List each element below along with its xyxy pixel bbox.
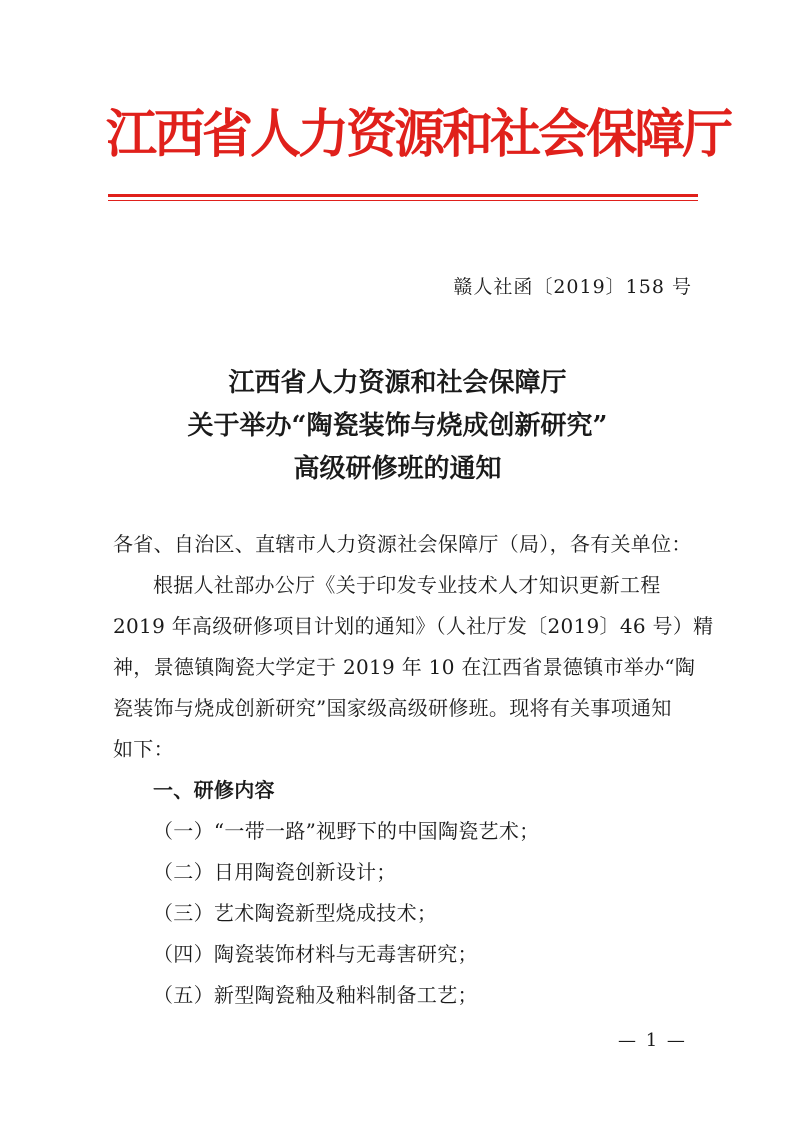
list-item: （一）“一带一路”视野下的中国陶瓷艺术； bbox=[153, 819, 540, 843]
paragraph-line: 神，景德镇陶瓷大学定于 2019 年 10 在江西省景德镇市举办“陶 bbox=[113, 655, 696, 679]
title-line-2: 关于举办“陶瓷装饰与烧成创新研究” bbox=[187, 411, 608, 441]
letterhead-rule-thin bbox=[108, 200, 698, 201]
list-item: （四）陶瓷装饰材料与无毒害研究； bbox=[153, 942, 478, 966]
list-item: （三）艺术陶瓷新型烧成技术； bbox=[153, 901, 438, 925]
list-item: （五）新型陶瓷釉及釉料制备工艺； bbox=[153, 983, 478, 1007]
page-number: — 1 — bbox=[618, 1030, 687, 1051]
letterhead-org-name: 江西省人力资源和社会保障厅 bbox=[106, 104, 731, 165]
paragraph-line: 根据人社部办公厅《关于印发专业技术人才知识更新工程 bbox=[153, 573, 661, 597]
paragraph-line: 2019 年高级研修项目计划的通知》（人社厅发〔2019〕46 号）精 bbox=[113, 614, 714, 638]
title-line-1: 江西省人力资源和社会保障厅 bbox=[228, 368, 567, 398]
paragraph-line: 如下： bbox=[113, 737, 174, 761]
letterhead-rule-thick bbox=[108, 194, 698, 197]
title-line-3: 高级研修班的通知 bbox=[293, 454, 502, 484]
addressee: 各省、自治区、直辖市人力资源社会保障厅（局），各有关单位： bbox=[113, 532, 692, 556]
document-number: 赣人社函〔2019〕158 号 bbox=[453, 276, 692, 298]
paragraph-line: 瓷装饰与烧成创新研究”国家级高级研修班。现将有关事项通知 bbox=[113, 696, 672, 720]
section-heading: 一、研修内容 bbox=[153, 778, 275, 802]
list-item: （二）日用陶瓷创新设计； bbox=[153, 860, 397, 884]
